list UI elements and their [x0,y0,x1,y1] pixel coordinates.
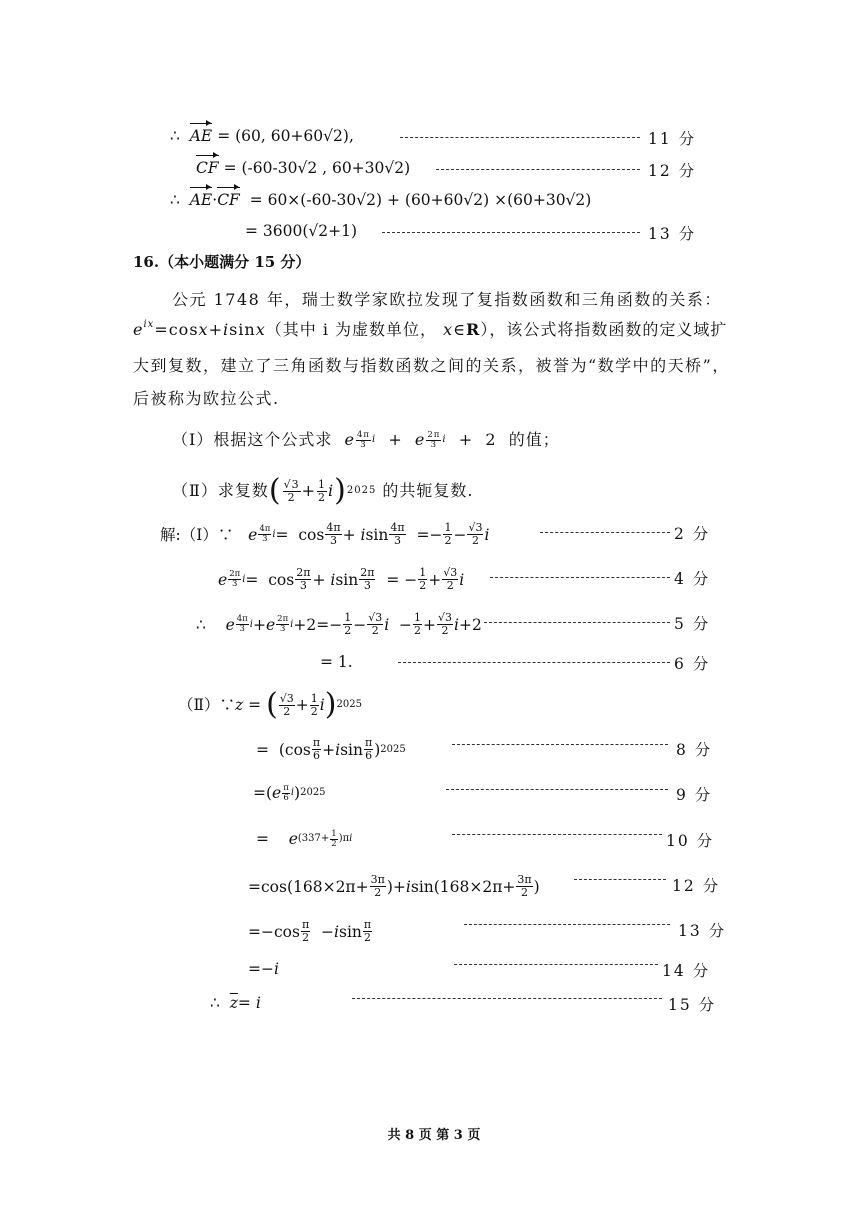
dotted-leader [436,169,640,170]
solution-step-7: =( e $\frac{\pi}{6}$ i ) 2025 [253,782,326,803]
question-2-suffix: 的共轭复数. [382,481,474,500]
score-mark: 14 分 [662,962,711,980]
step-result: = 1. [320,653,353,671]
solution-label: 解:（Ⅰ）∵ [160,525,234,544]
question-1-suffix: 的值； [508,430,560,449]
question-1: （Ⅰ）根据这个公式求 e $\frac{4\pi}{3}$ i + e $\frac{2\pi}{3}$ i + 2 的值； [172,429,560,450]
paragraph-2-end: ），该公式将指数函数的定义域扩 [480,320,728,339]
score-mark: 15 分 [668,996,717,1014]
dot-expression: = 60×(-60-30√2) + (60+60√2) ×(60+30√2) [249,191,592,209]
vector-ae: AE [189,127,213,145]
solution-step-3: ∴ e $\frac{4\pi}{3}$ i + e $\frac{2\pi}{3}$ i +2=− $\frac{1}{2}$ − $\frac{√3}{2}$ i − $\frac{1}{2}$ + $\frac{√3}{2}$ i +2 [196,611,482,637]
problem-paragraph-4: 后被称为欧拉公式. [133,389,280,408]
question-2-prefix: （Ⅱ）求复数 [172,481,269,500]
vector-cf: CF [217,191,240,209]
solution-step-10: =−cos $\frac{\pi}{2}$ − i sin $\frac{\pi}{2}$ [248,918,372,944]
solution-step-2: e $\frac{2\pi}{3}$ i = cos $\frac{2\pi}{3}$ + i sin $\frac{2\pi}{3}$ = − $\frac{1}{2}$ + $\frac{√3}{2}$ i [218,566,465,592]
score-mark: 8 分 [676,741,713,759]
question-2: （Ⅱ）求复数 ( $\frac{√3}{2}$ + $\frac{1}{2}$ i ) 2025 的共轭复数. [172,473,474,508]
solution-step-4 [320,652,353,672]
vector-ae: AE [189,191,213,209]
dotted-leader [352,998,662,999]
question-1-prefix: （Ⅰ）根据这个公式求 [172,430,333,449]
therefore-symbol: ∴ [170,127,180,145]
score-mark: 10 分 [666,832,715,850]
dotted-leader [446,789,668,790]
euler-formula: $e^{ix}$ [133,319,155,339]
vector-cf: CF [196,159,219,177]
dotted-leader [452,834,662,835]
problem-paragraph-2: $e^{ix}$ =cos x + i sin x （其中 i 为虚数单位， x ∈ R ），该公式将指数函数的定义域扩 [133,319,728,339]
dot-result: = 3600(√2+1) [245,222,358,240]
solution-step-6: = (cos $\frac{\pi}{6}$ + i sin $\frac{\pi}{6}$ ) 2025 [256,736,406,762]
score-mark: 13 分 [678,922,727,940]
dotted-leader [400,137,640,138]
step-dot-result [245,221,357,241]
step-dot-product: ∴ AE · CF = 60×(-60-30√2) + (60+60√2) ×(60+30√2) [170,191,592,209]
cf-value: = (-60-30√2 , 60+30√2) [223,159,411,177]
problem-paragraph-3: 大到复数，建立了三角函数与指数函数之间的关系，被誉为“数学中的天桥”， [133,356,730,375]
step-ae [170,126,354,146]
solution-step-11: =− i [248,960,279,978]
score-mark: 9 分 [676,786,713,804]
problem-heading: 16.（本小题满分 15 分） [133,253,311,271]
page-footer: 共 8 页 第 3 页 [387,1128,481,1143]
dotted-leader [452,744,668,745]
dotted-leader [574,879,666,880]
score-mark: 12 分 [672,877,721,895]
step-cf [196,158,410,178]
score-mark: 5 分 [674,615,711,633]
score-mark: 2 分 [674,525,711,543]
dotted-leader [464,924,670,925]
score-mark: 12 分 [648,162,697,180]
solution-step-1: 解:（Ⅰ）∵ e $\frac{4\pi}{3}$ i = cos $\frac{4\pi}{3}$ + i sin $\frac{4\pi}{3}$ =− $\frac{1}{2}$ − $\frac{√3}{2}$ i [160,521,490,547]
dotted-leader [454,964,658,965]
dotted-leader [382,232,640,233]
score-mark: 6 分 [674,655,711,673]
dotted-leader [398,662,670,663]
solution-step-12: ∴ $\overline{z}$ = i [210,994,261,1012]
score-mark: 4 分 [674,570,711,588]
therefore-symbol: ∴ [170,191,180,209]
solution-step-9: =cos(168×2π+ $\frac{3\pi}{2}$ )+ i sin(168×2π+ $\frac{3\pi}{2}$ ) [248,873,540,899]
problem-paragraph-1: 公元 1748 年，瑞士数学家欧拉发现了复指数函数和三角函数的关系： [172,290,722,309]
part-2-label: （Ⅱ）∵ [178,696,236,714]
solution-step-5: （Ⅱ）∵ z = ( $\frac{√3}{2}$ + $\frac{1}{2}$ i ) 2025 [178,687,362,722]
ae-value: = (60, 60+60√2), [217,127,354,145]
solution-step-8: = e (337+ $\frac{1}{2}$ )π i [256,828,353,849]
dotted-leader [540,532,670,533]
dotted-leader [490,577,670,578]
dotted-leader [484,622,670,623]
score-mark: 13 分 [648,225,697,243]
score-mark: 11 分 [648,130,697,148]
paragraph-2-text: （其中 i 为虚数单位， [265,320,438,339]
